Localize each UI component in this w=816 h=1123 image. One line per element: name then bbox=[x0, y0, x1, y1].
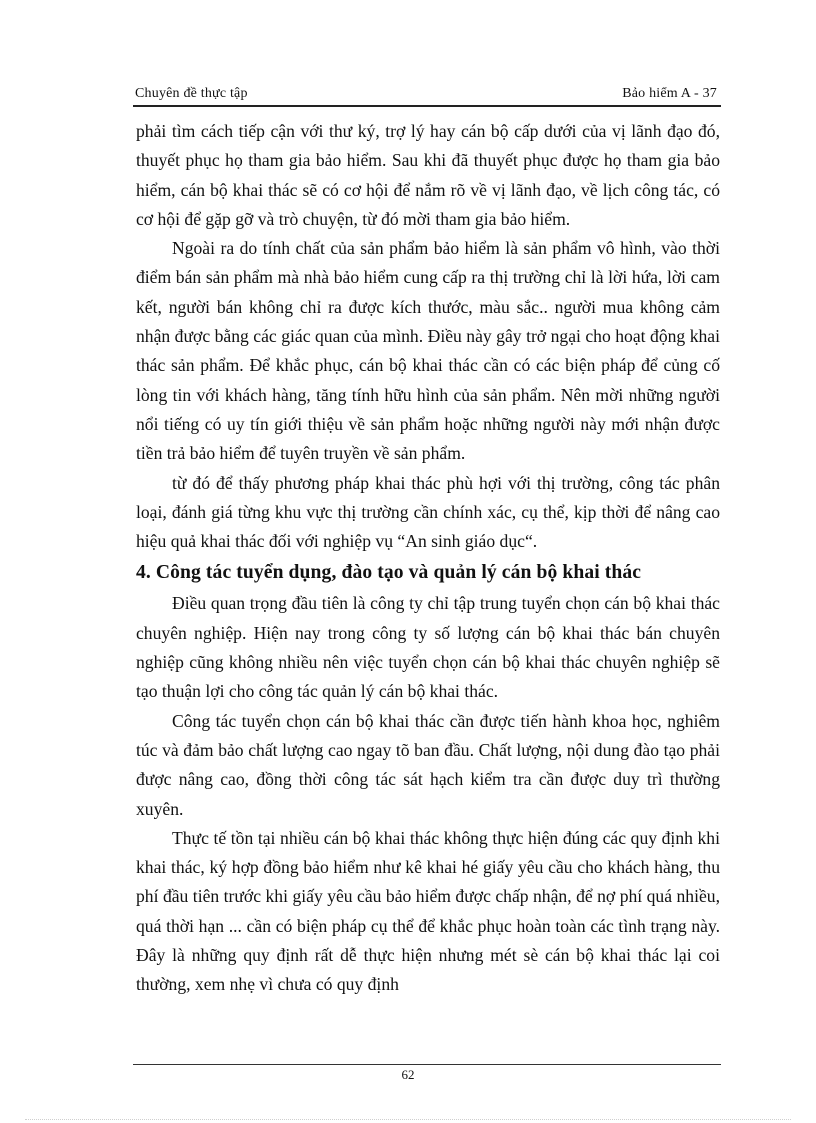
page-body bbox=[136, 117, 720, 1000]
page-header bbox=[133, 86, 721, 106]
paragraph: Công tác tuyển chọn cán bộ khai thác cần được tiến hành khoa học, nghiêm túc và đảm bảo chất lượng cao ngay tõ ban đầu. Chất lượng, nội dung đào tạo phải được nâng cao, đồng thời công tác sát hạch kiểm tra cần được duy trì thường xuyên. bbox=[136, 710, 720, 819]
paragraph-continued: phải tìm cách tiếp cận với thư ký, trợ lý hay cán bộ cấp dưới của vị lãnh đạo đó, thuyết phục họ tham gia bảo hiểm. Sau khi đã thuyết phục được họ tham gia bảo hiểm, cán bộ khai thác sẽ có cơ hội để nắm rõ về vị lãnh đạo, về lịch công tác, có cơ hội để gặp gỡ và trò chuyện, từ đó mời tham gia bảo hiểm. bbox=[136, 121, 720, 229]
header-right-title: Bảo hiểm A - 37 bbox=[622, 86, 717, 101]
header-divider bbox=[133, 105, 721, 107]
page-number: 62 bbox=[401, 1067, 415, 1082]
footer-divider bbox=[133, 1064, 721, 1065]
paragraph: Ngoài ra do tính chất của sản phẩm bảo hiểm là sản phẩm vô hình, vào thời điểm bán sản phẩm mà nhà bảo hiểm cung cấp ra thị trường chỉ là lời hứa, lời cam kết, người bán không chỉ ra được kích thước, màu sắc.. người mua không cảm nhận được bằng các giác quan của mình. Điều này gây trở ngại cho hoạt động khai thác sản phẩm. Để khắc phục, cán bộ khai thác cần có các biện pháp để củng cố lòng tin với khách hàng, tăng tính hữu hình của sản phẩm. Nên mời những người nổi tiếng có uy tín giới thiệu về sản phẩm hoặc những người này mới nhận được tiền trả bảo hiểm để tuyên truyền về sản phẩm. bbox=[136, 238, 720, 464]
page-boundary-line bbox=[25, 1119, 791, 1120]
paragraph: từ đó để thấy phương pháp khai thác phù hợi với thị trường, công tác phân loại, đánh giá từng khu vực thị trường cần chính xác, cụ thể, kịp thời để nâng cao hiệu quả khai thác đối với nghiệp vụ “An sinh giáo dục“. bbox=[136, 472, 720, 552]
paragraph: Điều quan trọng đầu tiên là công ty chỉ tập trung tuyển chọn cán bộ khai thác chuyên nghiệp. Hiện nay trong công ty số lượng cán bộ khai thác bán chuyên nghiệp cũng không nhiều nên việc tuyển chọn cán bộ khai thác chuyên nghiệp sẽ tạo thuận lợi cho công tác quản lý cán bộ khai thác. bbox=[136, 593, 720, 702]
section-heading: 4. Công tác tuyển dụng, đào tạo và quản lý cán bộ khai thác bbox=[136, 562, 642, 584]
paragraph: Thực tế tồn tại nhiều cán bộ khai thác không thực hiện đúng các quy định khi khai thác, ký hợp đồng bảo hiểm như kê khai hé giấy yêu cầu cho khách hàng, thu phí đầu tiên trước khi giấy yêu cầu bảo hiểm được chấp nhận, để nợ phí quá nhiều, quá thời hạn ... cần có biện pháp cụ thể để khắc phục hoàn toàn các tình trạng này. Đây là những quy định rất dễ thực hiện nhưng mét sè cán bộ khai thác lại coi thường, xem nhẹ vì chưa có quy định bbox=[136, 827, 720, 995]
header-left-title: Chuyên đề thực tập bbox=[135, 86, 248, 101]
